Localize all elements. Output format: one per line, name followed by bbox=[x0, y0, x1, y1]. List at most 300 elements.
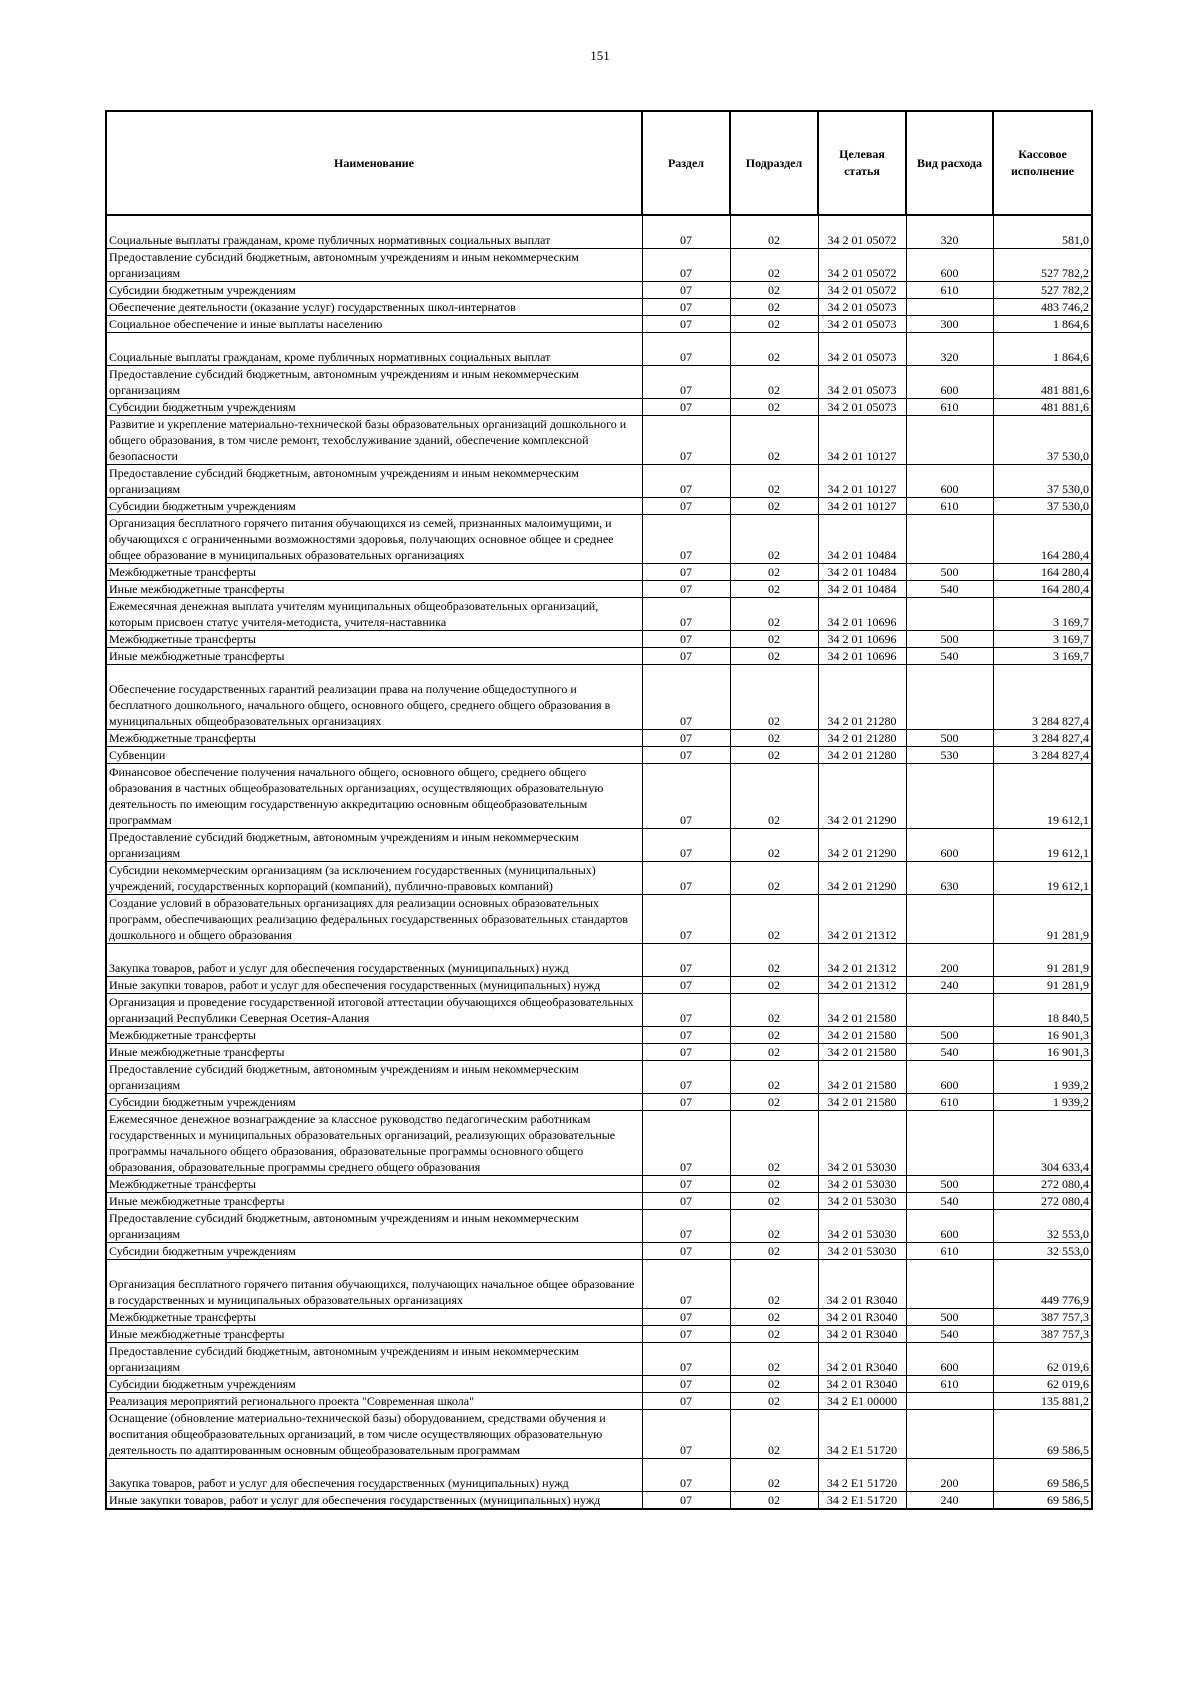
cell-name: Реализация мероприятий регионального проекта "Современная школа" bbox=[106, 1393, 642, 1410]
table-row bbox=[106, 598, 1092, 631]
cell-expense-type: 600 bbox=[906, 1210, 993, 1243]
table-row bbox=[106, 1410, 1092, 1459]
cell-section: 07 bbox=[642, 895, 730, 944]
cell-section: 07 bbox=[642, 1111, 730, 1176]
table-body bbox=[106, 215, 1092, 1509]
cell-amount: 91 281,9 bbox=[993, 977, 1092, 994]
cell-subsection: 02 bbox=[730, 316, 818, 333]
cell-target-article: 34 2 01 21312 bbox=[818, 977, 906, 994]
cell-section: 07 bbox=[642, 747, 730, 764]
cell-target-article: 34 2 01 53030 bbox=[818, 1210, 906, 1243]
cell-section: 07 bbox=[642, 730, 730, 747]
cell-section: 07 bbox=[642, 1492, 730, 1510]
cell-subsection: 02 bbox=[730, 215, 818, 249]
cell-expense-type bbox=[906, 1111, 993, 1176]
cell-target-article: 34 2 01 R3040 bbox=[818, 1326, 906, 1343]
cell-subsection: 02 bbox=[730, 1243, 818, 1260]
cell-expense-type bbox=[906, 895, 993, 944]
cell-name: Предоставление субсидий бюджетным, автономным учреждениям и иным некоммерческим организациям bbox=[106, 249, 642, 282]
cell-expense-type bbox=[906, 1260, 993, 1309]
cell-name: Обеспечение государственных гарантий реализации права на получение общедоступного и бесплатного дошкольного, начального общего, основного общего, среднего общего образования в муниципальных общеобразовательных организациях bbox=[106, 665, 642, 730]
cell-name: Иные межбюджетные трансферты bbox=[106, 648, 642, 665]
cell-subsection: 02 bbox=[730, 1260, 818, 1309]
cell-section: 07 bbox=[642, 598, 730, 631]
cell-name: Иные закупки товаров, работ и услуг для обеспечения государственных (муниципальных) нужд bbox=[106, 1492, 642, 1510]
cell-amount: 3 284 827,4 bbox=[993, 665, 1092, 730]
cell-subsection: 02 bbox=[730, 1193, 818, 1210]
cell-subsection: 02 bbox=[730, 1061, 818, 1094]
table-row bbox=[106, 399, 1092, 416]
cell-expense-type: 610 bbox=[906, 498, 993, 515]
cell-expense-type bbox=[906, 1410, 993, 1459]
cell-target-article: 34 2 01 05073 bbox=[818, 399, 906, 416]
cell-section: 07 bbox=[642, 1210, 730, 1243]
table-row bbox=[106, 944, 1092, 977]
cell-subsection: 02 bbox=[730, 465, 818, 498]
cell-target-article: 34 2 01 21280 bbox=[818, 665, 906, 730]
table-row bbox=[106, 1376, 1092, 1393]
cell-amount: 37 530,0 bbox=[993, 498, 1092, 515]
cell-amount: 387 757,3 bbox=[993, 1309, 1092, 1326]
cell-expense-type bbox=[906, 1393, 993, 1410]
cell-target-article: 34 2 01 R3040 bbox=[818, 1260, 906, 1309]
cell-expense-type: 630 bbox=[906, 862, 993, 895]
cell-name: Субсидии бюджетным учреждениям bbox=[106, 399, 642, 416]
cell-expense-type bbox=[906, 515, 993, 564]
cell-amount: 32 553,0 bbox=[993, 1243, 1092, 1260]
cell-subsection: 02 bbox=[730, 1343, 818, 1376]
cell-section: 07 bbox=[642, 764, 730, 829]
cell-section: 07 bbox=[642, 564, 730, 581]
cell-subsection: 02 bbox=[730, 1094, 818, 1111]
cell-subsection: 02 bbox=[730, 1492, 818, 1510]
cell-name: Организация и проведение государственной итоговой аттестации обучающихся общеобразовательных организаций Республики Северная Осетия-Алания bbox=[106, 994, 642, 1027]
table-row bbox=[106, 498, 1092, 515]
cell-amount: 449 776,9 bbox=[993, 1260, 1092, 1309]
cell-amount: 1 864,6 bbox=[993, 316, 1092, 333]
cell-name: Обеспечение деятельности (оказание услуг) государственных школ-интернатов bbox=[106, 299, 642, 316]
cell-target-article: 34 2 01 10127 bbox=[818, 416, 906, 465]
cell-target-article: 34 2 01 53030 bbox=[818, 1176, 906, 1193]
cell-name: Закупка товаров, работ и услуг для обеспечения государственных (муниципальных) нужд bbox=[106, 944, 642, 977]
cell-section: 07 bbox=[642, 333, 730, 366]
cell-target-article: 34 2 01 53030 bbox=[818, 1111, 906, 1176]
cell-subsection: 02 bbox=[730, 1410, 818, 1459]
cell-target-article: 34 2 01 05073 bbox=[818, 299, 906, 316]
cell-subsection: 02 bbox=[730, 944, 818, 977]
cell-target-article: 34 2 01 10127 bbox=[818, 498, 906, 515]
cell-name: Социальные выплаты гражданам, кроме публичных нормативных социальных выплат bbox=[106, 333, 642, 366]
cell-section: 07 bbox=[642, 366, 730, 399]
cell-expense-type: 500 bbox=[906, 564, 993, 581]
cell-section: 07 bbox=[642, 465, 730, 498]
table-row bbox=[106, 249, 1092, 282]
cell-section: 07 bbox=[642, 862, 730, 895]
cell-name: Организация бесплатного горячего питания обучающихся из семей, признанных малоимущими, и обучающихся с ограниченными возможностями здоровья, получающих основное общее и среднее общее образование в муниципальных образовательных организациях bbox=[106, 515, 642, 564]
cell-target-article: 34 2 01 10484 bbox=[818, 515, 906, 564]
cell-amount: 16 901,3 bbox=[993, 1044, 1092, 1061]
cell-amount: 37 530,0 bbox=[993, 416, 1092, 465]
cell-subsection: 02 bbox=[730, 1393, 818, 1410]
cell-section: 07 bbox=[642, 1410, 730, 1459]
cell-target-article: 34 2 01 05073 bbox=[818, 366, 906, 399]
table-row bbox=[106, 1044, 1092, 1061]
cell-section: 07 bbox=[642, 282, 730, 299]
cell-name: Ежемесячная денежная выплата учителям муниципальных общеобразовательных организаций, которым присвоен статус учителя-методиста, учителя-наставника bbox=[106, 598, 642, 631]
cell-target-article: 34 2 E1 51720 bbox=[818, 1459, 906, 1492]
cell-expense-type: 500 bbox=[906, 730, 993, 747]
table-row bbox=[106, 1210, 1092, 1243]
cell-section: 07 bbox=[642, 1027, 730, 1044]
table-row bbox=[106, 747, 1092, 764]
cell-subsection: 02 bbox=[730, 994, 818, 1027]
cell-expense-type: 600 bbox=[906, 1343, 993, 1376]
cell-subsection: 02 bbox=[730, 764, 818, 829]
cell-amount: 19 612,1 bbox=[993, 829, 1092, 862]
cell-subsection: 02 bbox=[730, 299, 818, 316]
cell-section: 07 bbox=[642, 1376, 730, 1393]
cell-expense-type: 600 bbox=[906, 829, 993, 862]
cell-target-article: 34 2 01 R3040 bbox=[818, 1309, 906, 1326]
cell-target-article: 34 2 01 21580 bbox=[818, 1044, 906, 1061]
cell-amount: 304 633,4 bbox=[993, 1111, 1092, 1176]
header-expense-type: Вид расхода bbox=[906, 111, 993, 215]
cell-expense-type: 500 bbox=[906, 1309, 993, 1326]
cell-name: Субсидии бюджетным учреждениям bbox=[106, 282, 642, 299]
cell-name: Предоставление субсидий бюджетным, автономным учреждениям и иным некоммерческим организациям bbox=[106, 1061, 642, 1094]
cell-amount: 62 019,6 bbox=[993, 1376, 1092, 1393]
cell-target-article: 34 2 01 21580 bbox=[818, 1061, 906, 1094]
cell-expense-type: 540 bbox=[906, 1193, 993, 1210]
cell-subsection: 02 bbox=[730, 598, 818, 631]
cell-name: Социальные выплаты гражданам, кроме публичных нормативных социальных выплат bbox=[106, 215, 642, 249]
cell-section: 07 bbox=[642, 498, 730, 515]
cell-target-article: 34 2 01 05073 bbox=[818, 333, 906, 366]
cell-amount: 272 080,4 bbox=[993, 1176, 1092, 1193]
table-row bbox=[106, 465, 1092, 498]
cell-expense-type: 530 bbox=[906, 747, 993, 764]
header-target-article: Целевая статья bbox=[818, 111, 906, 215]
cell-expense-type: 540 bbox=[906, 648, 993, 665]
cell-amount: 135 881,2 bbox=[993, 1393, 1092, 1410]
cell-target-article: 34 2 01 21280 bbox=[818, 747, 906, 764]
cell-section: 07 bbox=[642, 1094, 730, 1111]
table-row bbox=[106, 366, 1092, 399]
cell-name: Межбюджетные трансферты bbox=[106, 730, 642, 747]
cell-subsection: 02 bbox=[730, 829, 818, 862]
cell-subsection: 02 bbox=[730, 515, 818, 564]
cell-name: Субсидии бюджетным учреждениям bbox=[106, 1243, 642, 1260]
cell-subsection: 02 bbox=[730, 631, 818, 648]
cell-name: Предоставление субсидий бюджетным, автономным учреждениям и иным некоммерческим организациям bbox=[106, 465, 642, 498]
cell-target-article: 34 2 01 05073 bbox=[818, 316, 906, 333]
cell-subsection: 02 bbox=[730, 1210, 818, 1243]
cell-target-article: 34 2 01 21280 bbox=[818, 730, 906, 747]
cell-name: Оснащение (обновление материально-технической базы) оборудованием, средствами обучения и воспитания общеобразовательных организаций, в том числе осуществляющих образовательную деятельность по адаптированным основным общеобразовательным программам bbox=[106, 1410, 642, 1459]
cell-name: Субсидии бюджетным учреждениям bbox=[106, 1094, 642, 1111]
cell-section: 07 bbox=[642, 665, 730, 730]
cell-section: 07 bbox=[642, 631, 730, 648]
cell-target-article: 34 2 01 05072 bbox=[818, 282, 906, 299]
cell-target-article: 34 2 E1 51720 bbox=[818, 1410, 906, 1459]
cell-section: 07 bbox=[642, 994, 730, 1027]
cell-target-article: 34 2 01 10696 bbox=[818, 598, 906, 631]
cell-section: 07 bbox=[642, 1260, 730, 1309]
cell-subsection: 02 bbox=[730, 1309, 818, 1326]
cell-section: 07 bbox=[642, 1243, 730, 1260]
cell-expense-type bbox=[906, 994, 993, 1027]
cell-subsection: 02 bbox=[730, 366, 818, 399]
table-row bbox=[106, 1459, 1092, 1492]
table-row bbox=[106, 1343, 1092, 1376]
cell-name: Межбюджетные трансферты bbox=[106, 1309, 642, 1326]
cell-amount: 3 169,7 bbox=[993, 631, 1092, 648]
cell-target-article: 34 2 01 10696 bbox=[818, 648, 906, 665]
cell-subsection: 02 bbox=[730, 1376, 818, 1393]
cell-section: 07 bbox=[642, 1176, 730, 1193]
cell-target-article: 34 2 01 21312 bbox=[818, 944, 906, 977]
table-row bbox=[106, 1326, 1092, 1343]
cell-name: Субсидии бюджетным учреждениям bbox=[106, 498, 642, 515]
cell-amount: 62 019,6 bbox=[993, 1343, 1092, 1376]
cell-amount: 19 612,1 bbox=[993, 862, 1092, 895]
table-header-row bbox=[106, 111, 1092, 215]
cell-section: 07 bbox=[642, 515, 730, 564]
table-row bbox=[106, 1111, 1092, 1176]
cell-target-article: 34 2 E1 51720 bbox=[818, 1492, 906, 1510]
cell-expense-type: 600 bbox=[906, 465, 993, 498]
cell-section: 07 bbox=[642, 1061, 730, 1094]
cell-amount: 3 169,7 bbox=[993, 598, 1092, 631]
cell-section: 07 bbox=[642, 416, 730, 465]
cell-amount: 69 586,5 bbox=[993, 1410, 1092, 1459]
cell-name: Межбюджетные трансферты bbox=[106, 1027, 642, 1044]
cell-name: Иные межбюджетные трансферты bbox=[106, 581, 642, 598]
cell-subsection: 02 bbox=[730, 895, 818, 944]
cell-name: Ежемесячное денежное вознаграждение за классное руководство педагогическим работникам государственных и муниципальных образовательных организаций, реализующих образовательные программы начального общего образования, образовательные программы основного общего образования, образовательные программы среднего общего образования bbox=[106, 1111, 642, 1176]
cell-amount: 91 281,9 bbox=[993, 944, 1092, 977]
table-row bbox=[106, 665, 1092, 730]
cell-expense-type: 200 bbox=[906, 1459, 993, 1492]
table-row bbox=[106, 564, 1092, 581]
cell-subsection: 02 bbox=[730, 564, 818, 581]
cell-target-article: 34 2 01 05072 bbox=[818, 215, 906, 249]
cell-amount: 527 782,2 bbox=[993, 249, 1092, 282]
cell-expense-type: 540 bbox=[906, 581, 993, 598]
table-row bbox=[106, 299, 1092, 316]
cell-amount: 272 080,4 bbox=[993, 1193, 1092, 1210]
cell-subsection: 02 bbox=[730, 399, 818, 416]
cell-section: 07 bbox=[642, 399, 730, 416]
cell-expense-type: 200 bbox=[906, 944, 993, 977]
cell-amount: 69 586,5 bbox=[993, 1492, 1092, 1510]
table-row bbox=[106, 829, 1092, 862]
header-cash-execution: Кассовое исполнение bbox=[993, 111, 1092, 215]
cell-section: 07 bbox=[642, 1459, 730, 1492]
cell-target-article: 34 2 01 21290 bbox=[818, 764, 906, 829]
budget-table bbox=[105, 110, 1093, 1510]
cell-target-article: 34 2 01 05072 bbox=[818, 249, 906, 282]
cell-section: 07 bbox=[642, 944, 730, 977]
cell-expense-type bbox=[906, 416, 993, 465]
cell-name: Организация бесплатного горячего питания обучающихся, получающих начальное общее образование в государственных и муниципальных образовательных организациях bbox=[106, 1260, 642, 1309]
cell-amount: 32 553,0 bbox=[993, 1210, 1092, 1243]
table-row bbox=[106, 333, 1092, 366]
table-row bbox=[106, 515, 1092, 564]
table-row bbox=[106, 648, 1092, 665]
cell-name: Межбюджетные трансферты bbox=[106, 564, 642, 581]
cell-name: Создание условий в образовательных организациях для реализации основных образовательных программ, обеспечивающих реализацию федеральных государственных образовательных стандартов дошкольного и общего образования bbox=[106, 895, 642, 944]
cell-name: Предоставление субсидий бюджетным, автономным учреждениям и иным некоммерческим организациям bbox=[106, 1343, 642, 1376]
cell-subsection: 02 bbox=[730, 1044, 818, 1061]
cell-amount: 527 782,2 bbox=[993, 282, 1092, 299]
cell-name: Закупка товаров, работ и услуг для обеспечения государственных (муниципальных) нужд bbox=[106, 1459, 642, 1492]
cell-subsection: 02 bbox=[730, 249, 818, 282]
cell-name: Иные межбюджетные трансферты bbox=[106, 1193, 642, 1210]
table-row bbox=[106, 1094, 1092, 1111]
cell-section: 07 bbox=[642, 1193, 730, 1210]
cell-section: 07 bbox=[642, 1309, 730, 1326]
cell-subsection: 02 bbox=[730, 665, 818, 730]
cell-name: Иные закупки товаров, работ и услуг для обеспечения государственных (муниципальных) нужд bbox=[106, 977, 642, 994]
cell-target-article: 34 2 01 21580 bbox=[818, 1094, 906, 1111]
table-row bbox=[106, 1176, 1092, 1193]
cell-section: 07 bbox=[642, 215, 730, 249]
table-row bbox=[106, 895, 1092, 944]
cell-subsection: 02 bbox=[730, 977, 818, 994]
cell-target-article: 34 2 E1 00000 bbox=[818, 1393, 906, 1410]
cell-name: Предоставление субсидий бюджетным, автономным учреждениям и иным некоммерческим организациям bbox=[106, 366, 642, 399]
header-name: Наименование bbox=[106, 111, 642, 215]
cell-amount: 19 612,1 bbox=[993, 764, 1092, 829]
cell-expense-type: 610 bbox=[906, 1243, 993, 1260]
cell-expense-type: 600 bbox=[906, 249, 993, 282]
cell-subsection: 02 bbox=[730, 1111, 818, 1176]
table-row bbox=[106, 215, 1092, 249]
table-row bbox=[106, 631, 1092, 648]
cell-section: 07 bbox=[642, 1326, 730, 1343]
cell-amount: 1 939,2 bbox=[993, 1094, 1092, 1111]
table-row bbox=[106, 977, 1092, 994]
cell-target-article: 34 2 01 53030 bbox=[818, 1193, 906, 1210]
cell-target-article: 34 2 01 21580 bbox=[818, 1027, 906, 1044]
cell-subsection: 02 bbox=[730, 1027, 818, 1044]
cell-amount: 164 280,4 bbox=[993, 515, 1092, 564]
cell-expense-type: 300 bbox=[906, 316, 993, 333]
cell-expense-type: 320 bbox=[906, 333, 993, 366]
table-row bbox=[106, 1393, 1092, 1410]
table-row bbox=[106, 764, 1092, 829]
cell-subsection: 02 bbox=[730, 1176, 818, 1193]
page-number: 151 bbox=[590, 48, 610, 63]
cell-amount: 1 864,6 bbox=[993, 333, 1092, 366]
table-row bbox=[106, 862, 1092, 895]
cell-target-article: 34 2 01 21290 bbox=[818, 829, 906, 862]
cell-name: Субвенции bbox=[106, 747, 642, 764]
cell-amount: 483 746,2 bbox=[993, 299, 1092, 316]
cell-name: Социальное обеспечение и иные выплаты населению bbox=[106, 316, 642, 333]
header-section: Раздел bbox=[642, 111, 730, 215]
cell-section: 07 bbox=[642, 829, 730, 862]
cell-name: Финансовое обеспечение получения начального общего, основного общего, среднего общего образования в частных общеобразовательных организациях, осуществляющих образовательную деятельность по имеющим государственную аккредитацию основным общеобразовательным программам bbox=[106, 764, 642, 829]
cell-subsection: 02 bbox=[730, 730, 818, 747]
cell-name: Межбюджетные трансферты bbox=[106, 631, 642, 648]
table-row bbox=[106, 282, 1092, 299]
cell-amount: 18 840,5 bbox=[993, 994, 1092, 1027]
cell-amount: 581,0 bbox=[993, 215, 1092, 249]
cell-amount: 1 939,2 bbox=[993, 1061, 1092, 1094]
cell-name: Субсидии бюджетным учреждениям bbox=[106, 1376, 642, 1393]
cell-expense-type: 600 bbox=[906, 366, 993, 399]
cell-section: 07 bbox=[642, 648, 730, 665]
cell-expense-type: 240 bbox=[906, 977, 993, 994]
table-row bbox=[106, 1193, 1092, 1210]
cell-section: 07 bbox=[642, 299, 730, 316]
cell-expense-type bbox=[906, 764, 993, 829]
cell-expense-type: 610 bbox=[906, 399, 993, 416]
cell-amount: 91 281,9 bbox=[993, 895, 1092, 944]
cell-amount: 3 169,7 bbox=[993, 648, 1092, 665]
cell-target-article: 34 2 01 21580 bbox=[818, 994, 906, 1027]
table-row bbox=[106, 416, 1092, 465]
cell-expense-type: 240 bbox=[906, 1492, 993, 1510]
cell-section: 07 bbox=[642, 249, 730, 282]
cell-expense-type bbox=[906, 665, 993, 730]
cell-expense-type: 610 bbox=[906, 282, 993, 299]
cell-subsection: 02 bbox=[730, 648, 818, 665]
cell-amount: 481 881,6 bbox=[993, 366, 1092, 399]
cell-amount: 3 284 827,4 bbox=[993, 747, 1092, 764]
cell-subsection: 02 bbox=[730, 747, 818, 764]
cell-section: 07 bbox=[642, 1343, 730, 1376]
cell-target-article: 34 2 01 10127 bbox=[818, 465, 906, 498]
table-row bbox=[106, 1027, 1092, 1044]
cell-name: Предоставление субсидий бюджетным, автономным учреждениям и иным некоммерческим организациям bbox=[106, 829, 642, 862]
table-row bbox=[106, 1243, 1092, 1260]
cell-expense-type: 610 bbox=[906, 1376, 993, 1393]
cell-expense-type: 500 bbox=[906, 1027, 993, 1044]
table-row bbox=[106, 1492, 1092, 1510]
cell-name: Развитие и укрепление материально-технической базы образовательных организаций дошкольного и общего образования, в том числе ремонт, техобслуживание зданий, обеспечение комплексной безопасности bbox=[106, 416, 642, 465]
cell-name: Предоставление субсидий бюджетным, автономным учреждениям и иным некоммерческим организациям bbox=[106, 1210, 642, 1243]
table-row bbox=[106, 994, 1092, 1027]
cell-expense-type: 320 bbox=[906, 215, 993, 249]
cell-section: 07 bbox=[642, 1393, 730, 1410]
cell-target-article: 34 2 01 21312 bbox=[818, 895, 906, 944]
cell-target-article: 34 2 01 R3040 bbox=[818, 1343, 906, 1376]
cell-target-article: 34 2 01 10484 bbox=[818, 581, 906, 598]
cell-target-article: 34 2 01 R3040 bbox=[818, 1376, 906, 1393]
cell-subsection: 02 bbox=[730, 581, 818, 598]
cell-subsection: 02 bbox=[730, 333, 818, 366]
cell-section: 07 bbox=[642, 977, 730, 994]
table-row bbox=[106, 316, 1092, 333]
header-subsection: Подраздел bbox=[730, 111, 818, 215]
cell-expense-type: 540 bbox=[906, 1326, 993, 1343]
cell-subsection: 02 bbox=[730, 1459, 818, 1492]
cell-amount: 387 757,3 bbox=[993, 1326, 1092, 1343]
cell-subsection: 02 bbox=[730, 862, 818, 895]
cell-subsection: 02 bbox=[730, 282, 818, 299]
cell-expense-type: 540 bbox=[906, 1044, 993, 1061]
cell-name: Иные межбюджетные трансферты bbox=[106, 1326, 642, 1343]
cell-amount: 481 881,6 bbox=[993, 399, 1092, 416]
cell-expense-type: 500 bbox=[906, 1176, 993, 1193]
cell-target-article: 34 2 01 53030 bbox=[818, 1243, 906, 1260]
cell-name: Субсидии некоммерческим организациям (за исключением государственных (муниципальных) учреждений, государственных корпораций (компаний), публично-правовых компаний) bbox=[106, 862, 642, 895]
table-row bbox=[106, 730, 1092, 747]
cell-section: 07 bbox=[642, 581, 730, 598]
